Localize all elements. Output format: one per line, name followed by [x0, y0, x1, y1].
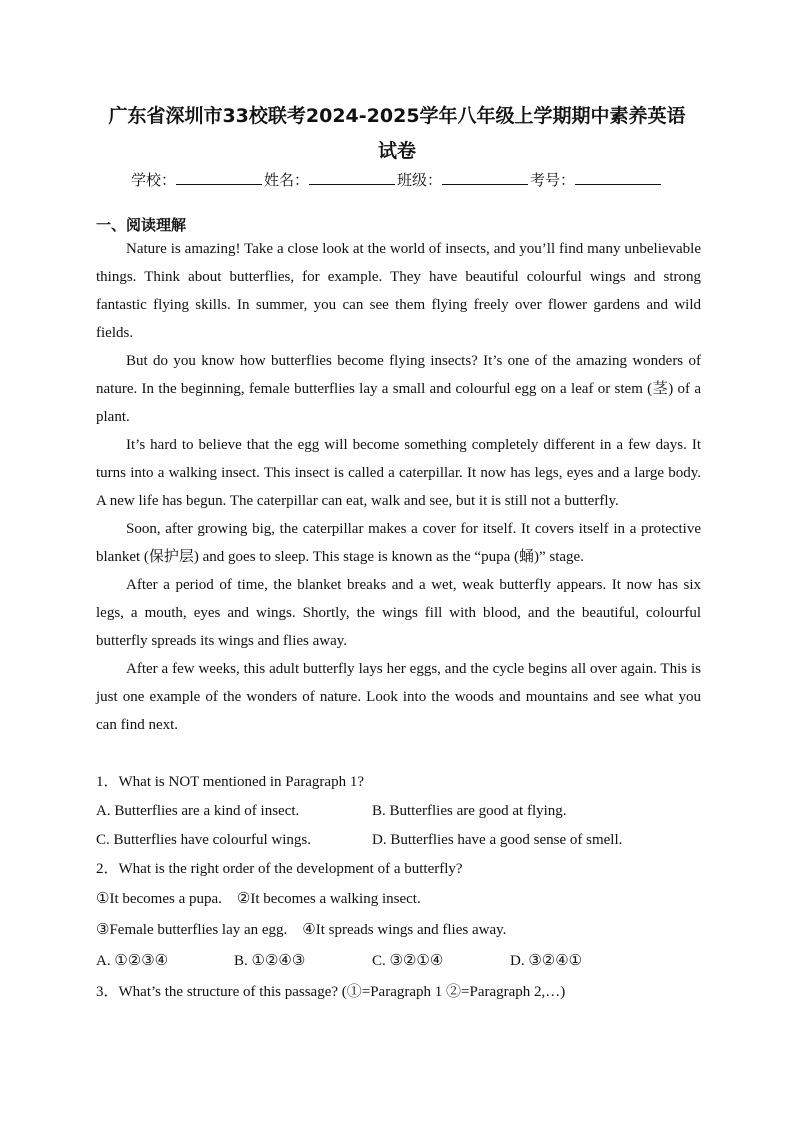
q1-option-d: D. Butterflies have a good sense of smell.: [372, 832, 623, 848]
question-2-items-line-2: ③Female butterflies lay an egg. ④It spreads wings and flies away.: [96, 922, 507, 938]
question-2-options-row: [96, 946, 701, 977]
paragraph-3: It’s hard to believe that the egg will become something completely different in a few days. It turns into a walking insect. This insect is called a caterpillar. It now has legs, eyes and a large body. A new life has begun. The caterpillar can eat, walk and see, but it is still not a butterfly.: [96, 437, 701, 509]
exam-title-line-1: 广东省深圳市33校联考2024-2025学年八年级上学期期中素养英语: [108, 105, 686, 127]
paragraph-5: After a period of time, the blanket breaks and a wet, weak butterfly appears. It now has six legs, a mouth, eyes and wings. Shortly, the wings fill with blood, and the beautiful, colourful butterfly spreads its wings and flies away.: [96, 577, 701, 649]
class-label: 班级：: [397, 171, 443, 189]
school-blank: [176, 170, 262, 185]
reading-passage: [96, 235, 701, 739]
questions-section: [96, 768, 701, 1008]
question-2-items-line-1: ①It becomes a pupa. ②It becomes a walking insect.: [96, 891, 421, 907]
exam-number-blank: [575, 170, 661, 185]
school-label: 学校：: [130, 171, 176, 189]
question-1-stem: 1．What is NOT mentioned in Paragraph 1?: [96, 774, 364, 790]
exam-number-label: 考号：: [530, 171, 576, 189]
exam-title-line-2: 试卷: [377, 140, 416, 162]
q1-option-c: C. Butterflies have colourful wings.: [96, 832, 311, 848]
paragraph-6: After a few weeks, this adult butterfly lays her eggs, and the cycle begins all over again. This is just one example of the wonders of nature. Look into the woods and mountains and see what you can find next.: [96, 661, 701, 733]
q2-option-c: C. ③②①④: [372, 953, 444, 969]
question-2-stem: 2．What is the right order of the development of a butterfly?: [96, 861, 463, 877]
question-1-options-row-2: [96, 826, 701, 855]
name-blank: [309, 170, 395, 185]
section-heading: 一、阅读理解: [96, 216, 187, 234]
class-blank: [442, 170, 528, 185]
question-1-options-row-1: [96, 797, 701, 826]
q2-option-d: D. ③②④①: [510, 953, 583, 969]
name-field: [264, 168, 397, 192]
paragraph-4: Soon, after growing big, the caterpillar makes a cover for itself. It covers itself in a protective blanket (保护层) and goes to sleep. This stage is known as the “pupa (蛹)” stage.: [96, 521, 701, 565]
class-field: [397, 168, 530, 192]
paragraph-2: But do you know how butterflies become flying insects? It’s one of the amazing wonders of nature. In the beginning, female butterflies lay a small and colourful egg on a leaf or stem (茎) of a plant.: [96, 353, 701, 425]
school-field: [131, 168, 264, 192]
question-3-stem: 3．What’s the structure of this passage? (①=Paragraph 1 ②=Paragraph 2,…): [96, 984, 566, 1000]
q2-option-a: A. ①②③④: [96, 953, 169, 969]
exam-number-field: [530, 168, 663, 192]
q1-option-a: A. Butterflies are a kind of insect.: [96, 803, 300, 819]
student-info-row: [0, 168, 794, 192]
q1-option-b: B. Butterflies are good at flying.: [372, 803, 567, 819]
name-label: 姓名：: [263, 171, 309, 189]
q2-option-b: B. ①②④③: [234, 953, 306, 969]
paragraph-1: Nature is amazing! Take a close look at the world of insects, and you’ll find many unbelievable things. Think about butterflies, for example. They have beautiful colourful wings and strong fantastic flying skills. In summer, you can see them flying freely over flower gardens and wild fields.: [96, 241, 701, 341]
